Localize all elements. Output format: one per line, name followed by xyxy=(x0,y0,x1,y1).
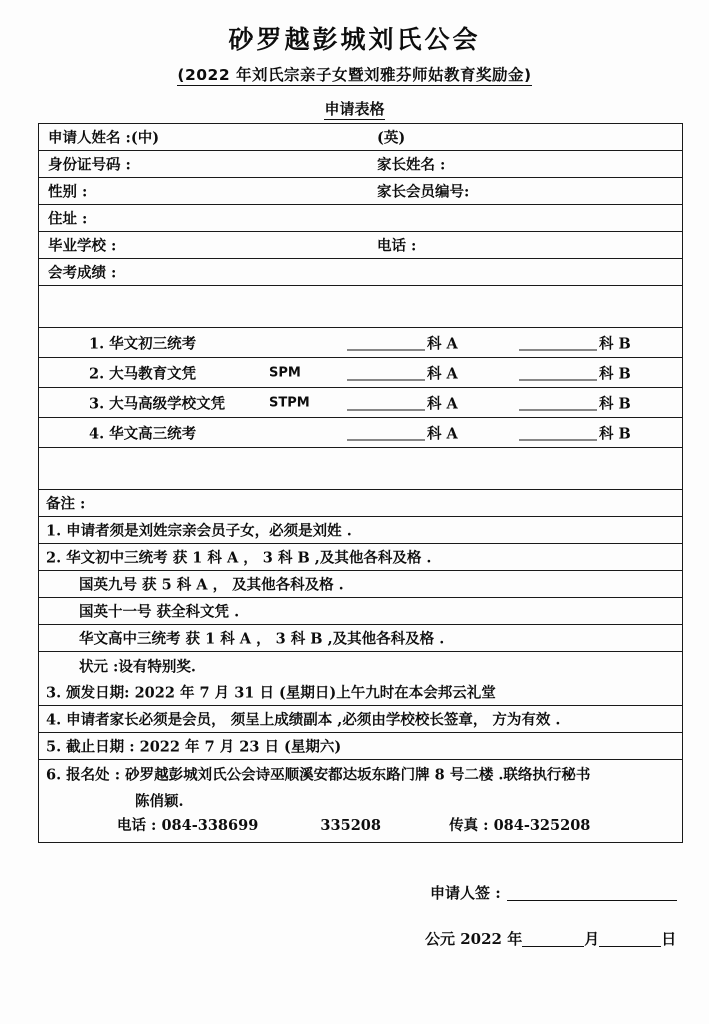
note-item xyxy=(39,544,682,571)
table-row xyxy=(39,151,682,178)
exam-grade-a-field[interactable] xyxy=(347,332,458,353)
exam-name: 3. 大马高级学校文凭 xyxy=(89,395,226,412)
exam-grade-b-field[interactable] xyxy=(519,422,631,443)
note-item xyxy=(39,679,682,706)
field-label-parent-name: 家长姓名 : xyxy=(377,156,446,174)
table-row xyxy=(39,178,682,205)
document-subtitle xyxy=(0,63,709,85)
blank-line xyxy=(519,366,597,380)
field-label-applicant-name-cn: 申请人姓名 :(中) xyxy=(48,129,160,147)
form-type-label xyxy=(0,98,709,119)
exam-grade-a-suffix: 科 A xyxy=(427,395,458,412)
table-row xyxy=(39,205,682,232)
form-type-label-text: 申请表格 xyxy=(324,100,385,118)
month-blank-line[interactable] xyxy=(522,933,584,947)
field-label-parent-member-no: 家长会员编号: xyxy=(377,183,470,201)
notes-heading: 备注 : xyxy=(46,495,86,513)
contact-person-name: 陈俏颖. xyxy=(135,793,184,810)
note-item xyxy=(39,598,682,625)
note-item xyxy=(39,571,682,598)
blank-line xyxy=(519,336,597,350)
note-item xyxy=(39,517,682,544)
document-subtitle-text: (2022 年刘氏宗亲子女暨刘雅芬师姑教育奖励金) xyxy=(177,66,532,84)
note-item-text: 3. 颁发日期: 2022 年 7 月 31 日 (星期日)上午九时在本会邦云礼堂 xyxy=(46,684,496,702)
table-row xyxy=(39,388,682,418)
table-row xyxy=(39,259,682,286)
exam-code: SPM xyxy=(269,365,301,380)
table-row xyxy=(39,232,682,259)
table-spacer-row xyxy=(39,286,682,328)
blank-line xyxy=(347,396,425,410)
notes-heading-row xyxy=(39,490,682,517)
phone-number-primary: 084-338699 xyxy=(161,817,259,834)
note-item-text: 4. 申请者家长必须是会员， 须呈上成绩副本 ,必须由学校校长签章， 方为有效 . xyxy=(46,711,561,729)
note-item-text: 1. 申请者须是刘姓宗亲会员子女，必须是刘姓 . xyxy=(46,522,352,540)
field-label-ic-number: 身份证号码 : xyxy=(48,156,131,174)
table-row xyxy=(39,418,682,448)
exam-grade-a-field[interactable] xyxy=(347,392,458,413)
contact-block xyxy=(39,787,682,843)
exam-grade-a-field[interactable] xyxy=(347,422,458,443)
note-item xyxy=(39,760,682,787)
table-spacer-row xyxy=(39,448,682,490)
page-title: 砂罗越彭城刘氏公会 xyxy=(228,25,481,54)
phone-number-secondary: 335208 xyxy=(320,817,381,834)
blank-line xyxy=(347,366,425,380)
field-label-phone: 电话 : xyxy=(377,237,417,255)
contact-phone-line xyxy=(117,814,590,835)
phone-label: 电话 : xyxy=(117,817,157,834)
note-item xyxy=(39,625,682,652)
note-item-text: 6. 报名处 : 砂罗越彭城刘氏公会诗巫顺溪安都达坂东路门牌 8 号二楼 .联络执行秘书 xyxy=(46,766,591,783)
exam-grade-b-field[interactable] xyxy=(519,362,631,383)
exam-grade-b-suffix: 科 B xyxy=(599,425,631,442)
signature-date-row xyxy=(425,928,676,949)
exam-grade-b-field[interactable] xyxy=(519,392,631,413)
table-row xyxy=(39,358,682,388)
exam-grade-b-suffix: 科 B xyxy=(599,365,631,382)
date-prefix-label: 公元 2022 年 xyxy=(425,930,523,948)
note-item-text: 2. 华文初中三统考 获 1 科 A ， 3 科 B ,及其他各科及格 . xyxy=(46,549,432,567)
field-label-address: 住址 : xyxy=(48,210,88,228)
date-day-suffix: 日 xyxy=(661,930,677,948)
field-label-applicant-name-en: (英) xyxy=(377,129,406,147)
applicant-signature-row xyxy=(430,882,677,903)
exam-grade-b-field[interactable] xyxy=(519,332,631,353)
application-form-table xyxy=(38,123,683,843)
date-month-suffix: 月 xyxy=(584,930,600,948)
blank-line xyxy=(347,426,425,440)
exam-name: 4. 华文高三统考 xyxy=(89,425,197,442)
day-blank-line[interactable] xyxy=(599,933,661,947)
signature-blank-line[interactable] xyxy=(507,887,677,901)
blank-line xyxy=(519,396,597,410)
exam-name: 1. 华文初三统考 xyxy=(89,335,197,352)
exam-name: 2. 大马教育文凭 xyxy=(89,365,197,382)
exam-grade-b-suffix: 科 B xyxy=(599,395,631,412)
note-item-text: 状元 :设有特别奖. xyxy=(79,658,196,675)
note-item-text: 国英九号 获 5 科 A ， 及其他各科及格 . xyxy=(79,576,344,594)
blank-line xyxy=(519,426,597,440)
field-label-gender: 性别 : xyxy=(48,183,88,201)
exam-grade-a-suffix: 科 A xyxy=(427,425,458,442)
field-label-school: 毕业学校 : xyxy=(48,237,117,255)
note-item xyxy=(39,733,682,760)
applicant-signature-label: 申请人签 : xyxy=(430,884,501,902)
note-item xyxy=(39,652,682,679)
blank-line xyxy=(347,336,425,350)
field-label-exam-results: 会考成绩 : xyxy=(48,264,117,282)
note-item xyxy=(39,706,682,733)
table-row xyxy=(39,328,682,358)
exam-grade-a-suffix: 科 A xyxy=(427,335,458,352)
exam-code: STPM xyxy=(269,395,310,410)
exam-grade-a-field[interactable] xyxy=(347,362,458,383)
exam-grade-b-suffix: 科 B xyxy=(599,335,631,352)
fax-label: 传真 : xyxy=(449,817,489,834)
note-item-text: 5. 截止日期 : 2022 年 7 月 23 日 (星期六) xyxy=(46,738,342,756)
table-row xyxy=(39,124,682,151)
exam-grade-a-suffix: 科 A xyxy=(427,365,458,382)
note-item-text: 华文高中三统考 获 1 科 A ， 3 科 B ,及其他各科及格 . xyxy=(79,630,445,648)
fax-number: 084-325208 xyxy=(493,817,591,834)
note-item-text: 国英十一号 获全科文凭 . xyxy=(79,603,240,621)
